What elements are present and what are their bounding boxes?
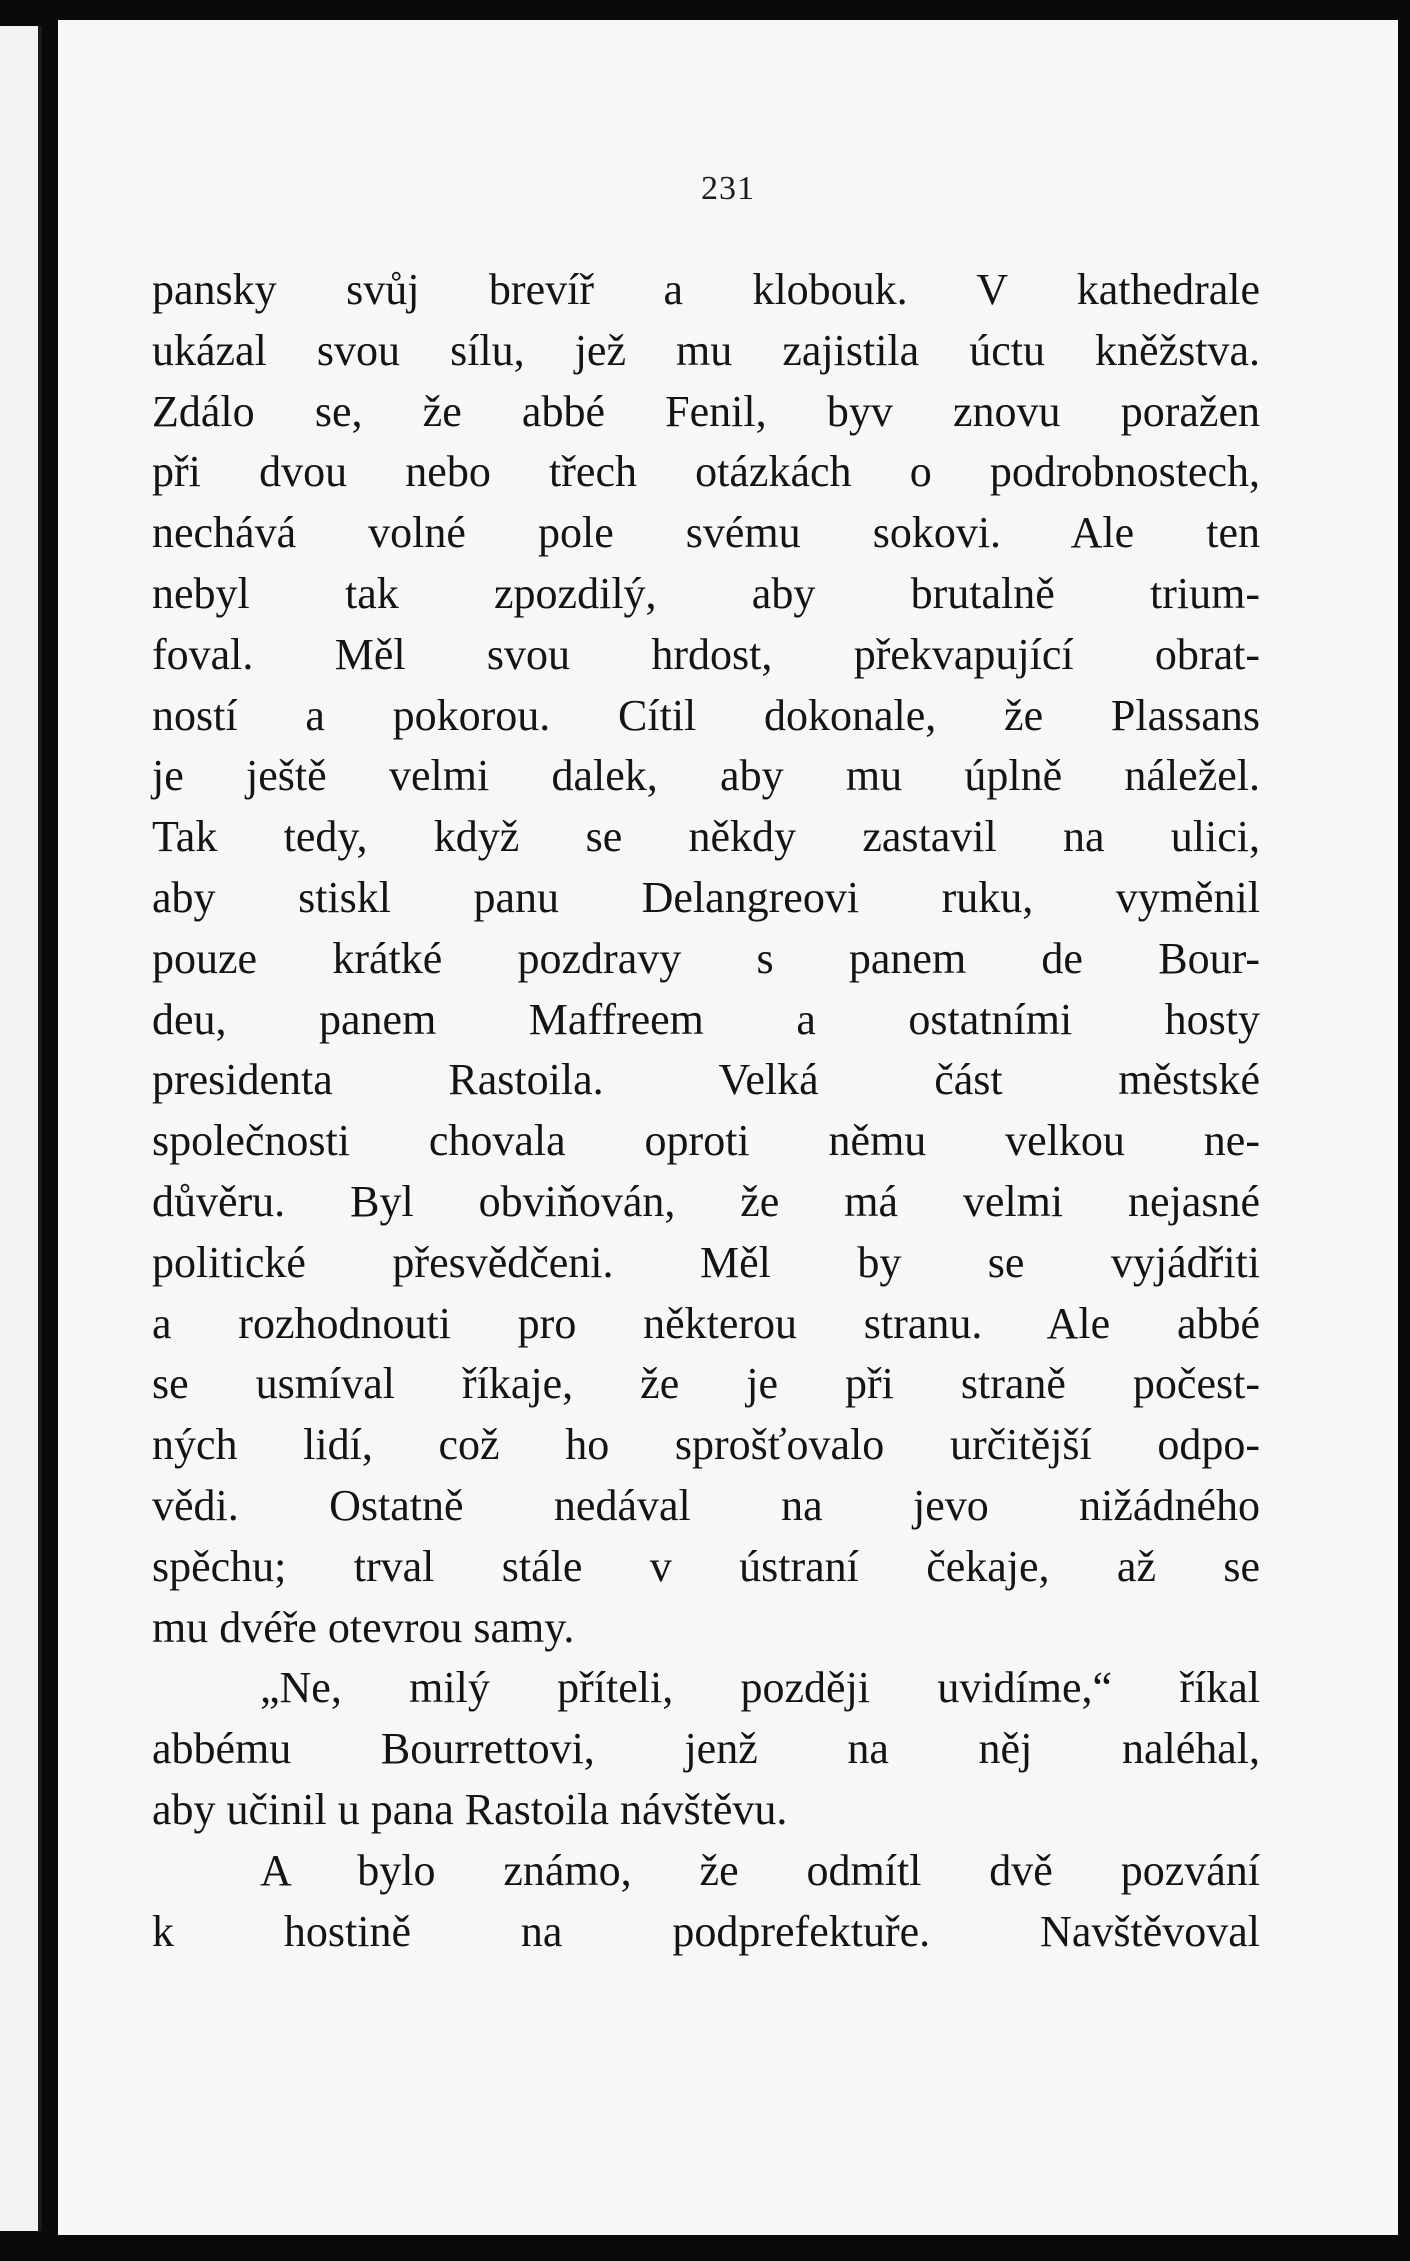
- text-line: při dvou nebo třech otázkách o podrobnostech,: [152, 447, 1260, 497]
- text-line: foval. Měl svou hrdost, překvapující obrat-: [152, 629, 1260, 679]
- text-line: politické přesvědčeni. Měl by se vyjádřiti: [152, 1237, 1260, 1287]
- text-line: deu, panem Maffreem a ostatními hosty: [152, 994, 1260, 1044]
- text-line: mu dvéře otevrou samy.: [152, 1602, 575, 1652]
- text-line: aby stiskl panu Delangreovi ruku, vyměnil: [152, 872, 1260, 922]
- text-line: je ještě velmi dalek, aby mu úplně náležel.: [152, 751, 1260, 801]
- text-line: Tak tedy, když se někdy zastavil na ulici,: [152, 812, 1260, 862]
- text-line: vědi. Ostatně nedával na jevo nižádného: [152, 1480, 1260, 1530]
- text-line: se usmíval říkaje, že je při straně počest-: [152, 1359, 1260, 1409]
- text-line: aby učinil u pana Rastoila návštěvu.: [152, 1784, 788, 1834]
- text-line: důvěru. Byl obviňován, že má velmi nejasné: [152, 1176, 1260, 1226]
- body-text: [152, 260, 1260, 1962]
- text-line: k hostině na podprefektuře. Navštěvoval: [152, 1906, 1260, 1956]
- text-line: ností a pokorou. Cítil dokonale, že Plassans: [152, 690, 1260, 740]
- text-line: „Ne, milý příteli, později uvidíme,“ říkal: [260, 1663, 1260, 1713]
- page-number: 231: [701, 170, 755, 207]
- text-line: presidenta Rastoila. Velká část městské: [152, 1055, 1260, 1105]
- text-line: spěchu; trval stále v ústraní čekaje, až se: [152, 1541, 1260, 1591]
- text-line: společnosti chovala oproti němu velkou ne-: [152, 1116, 1260, 1166]
- text-line: nechává volné pole svému sokovi. Ale ten: [152, 508, 1260, 558]
- facing-page-edge: [0, 26, 42, 2231]
- text-line: pouze krátké pozdravy s panem de Bour-: [152, 933, 1260, 983]
- text-line: ných lidí, což ho sprošťovalo určitější odpo-: [152, 1420, 1260, 1470]
- text-line: Zdálo se, že abbé Fenil, byv znovu poražen: [152, 386, 1260, 436]
- text-line: nebyl tak zpozdilý, aby brutalně trium-: [152, 568, 1260, 618]
- text-line: A bylo známo, že odmítl dvě pozvání: [260, 1845, 1260, 1895]
- text-line: pansky svůj brevíř a klobouk. V kathedrale: [152, 265, 1260, 314]
- book-page: [58, 20, 1398, 2235]
- text-line: ukázal svou sílu, jež mu zajistila úctu kněžstva.: [152, 325, 1260, 375]
- text-line: a rozhodnouti pro některou stranu. Ale abbé: [152, 1298, 1260, 1348]
- text-line: abbému Bourrettovi, jenž na něj naléhal,: [152, 1724, 1260, 1774]
